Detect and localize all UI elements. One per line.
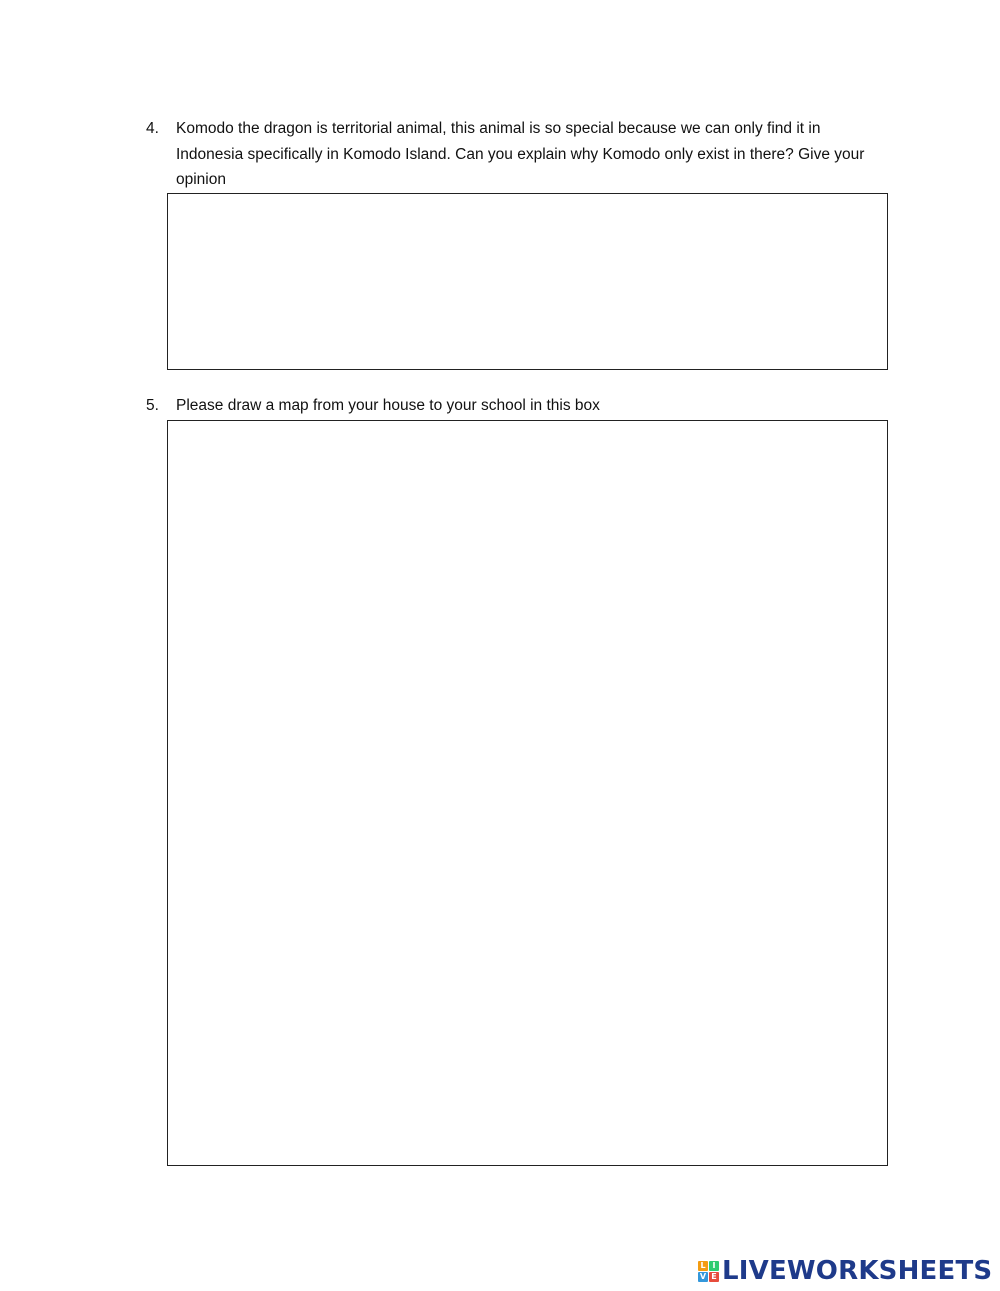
question-5	[146, 393, 876, 419]
logo-letter-v: V	[699, 1271, 707, 1281]
question-text: Please draw a map from your house to your school in this box	[176, 397, 600, 414]
logo-letter-e: E	[709, 1272, 719, 1282]
question-text: Komodo the dragon is territorial animal, this animal is so special because we can only find it in Indonesia specifically in Komodo Island. Can you explain why Komodo only exist in there? Give your opinion	[176, 120, 865, 188]
liveworksheets-logo	[698, 1255, 992, 1287]
brand-name: LIVEWORKSHEETS	[722, 1256, 993, 1286]
drawing-box-question-5[interactable]	[167, 420, 888, 1166]
logo-icon	[698, 1261, 719, 1282]
logo-letter-i: I	[709, 1261, 719, 1271]
answer-box-question-4[interactable]	[167, 193, 888, 370]
question-number: 5.	[146, 397, 159, 414]
question-4	[146, 116, 876, 193]
logo-letter-l: L	[698, 1261, 708, 1271]
question-number: 4.	[146, 120, 159, 137]
